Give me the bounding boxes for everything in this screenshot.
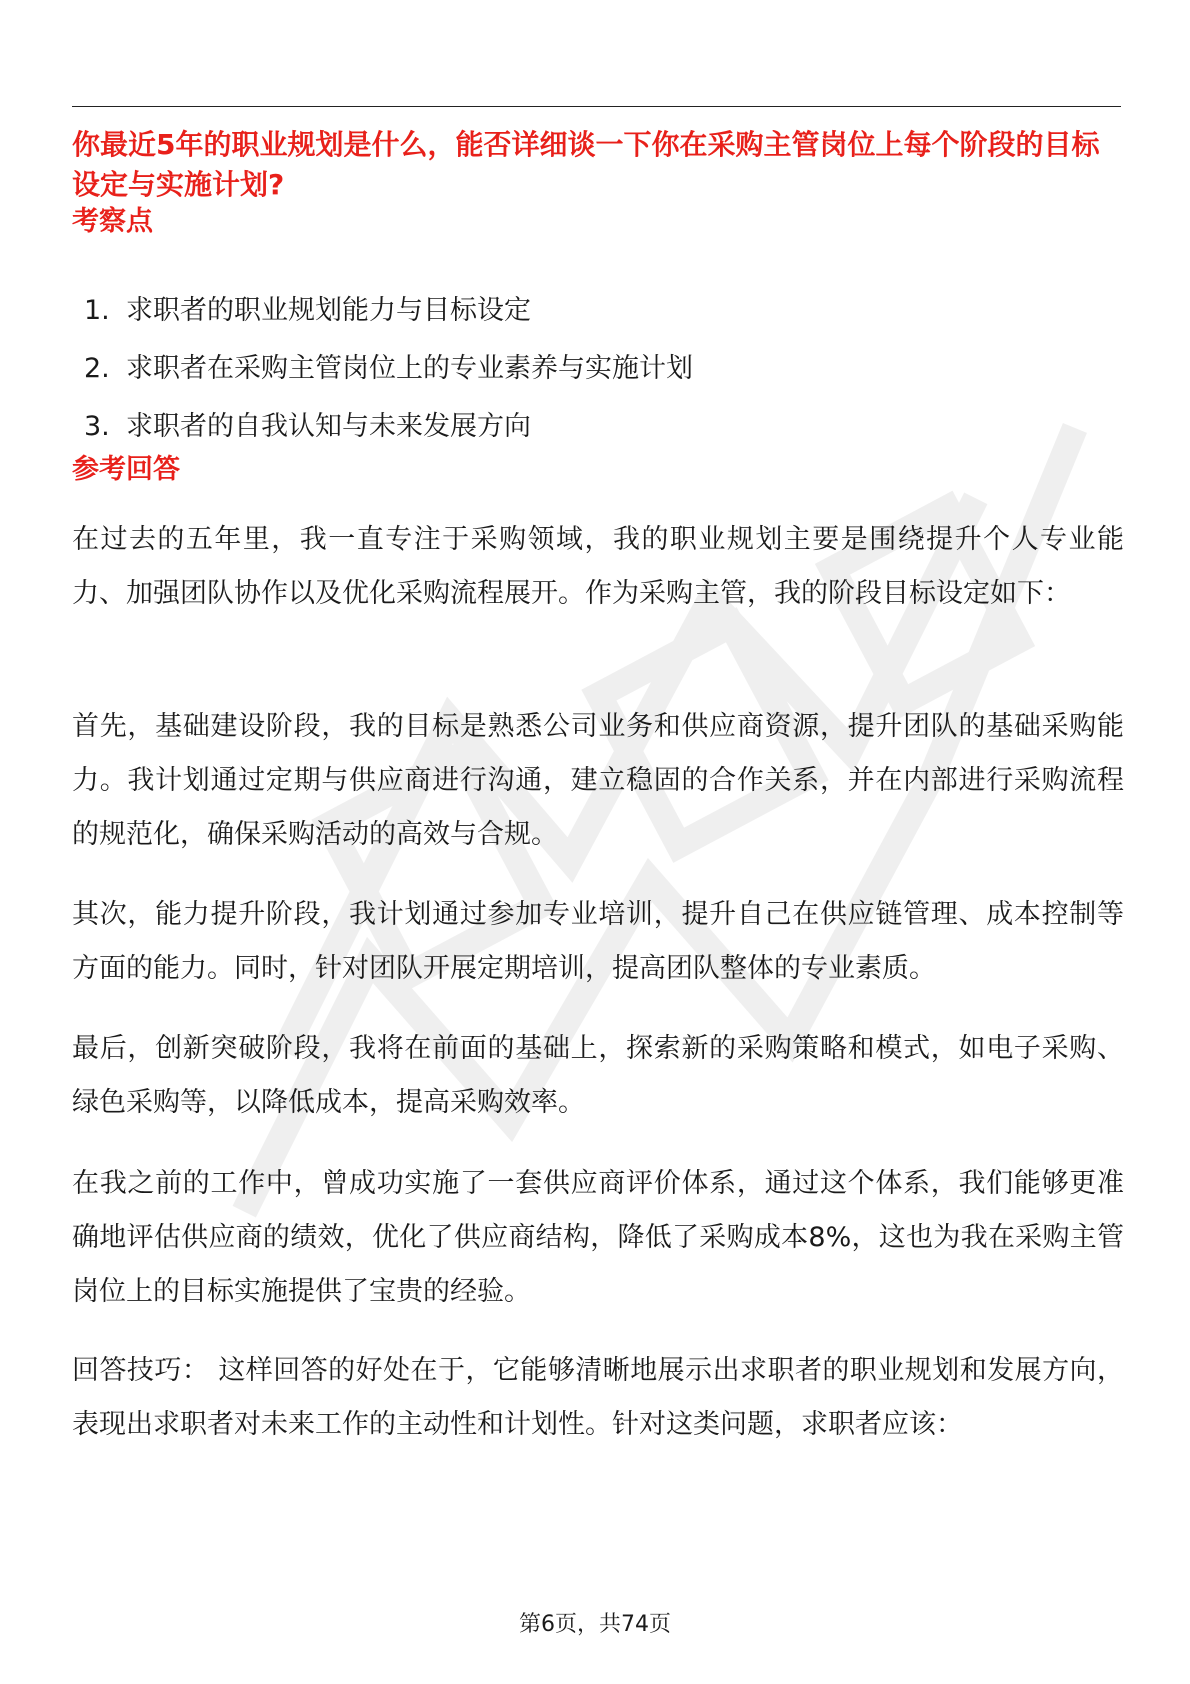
- list-item: [84, 293, 693, 351]
- section-title-answer: 参考回答: [72, 454, 180, 485]
- section-title-points: 考察点: [72, 206, 153, 237]
- answer-paragraph-5: 在我之前的工作中，曾成功实施了一套供应商评价体系，通过这个体系，我们能够更准确地评估供应商的绩效，优化了供应商结构，降低了采购成本8%，这也为我在采购主管岗位上的目标实施提供了宝贵的经验。: [72, 1168, 1124, 1307]
- answer-tips-paragraph: 回答技巧： 这样回答的好处在于，它能够清晰地展示出求职者的职业规划和发展方向，表现出求职者对未来工作的主动性和计划性。针对这类问题，求职者应该：: [72, 1355, 1124, 1440]
- list-item-text: 求职者在采购主管岗位上的专业素养与实施计划: [126, 353, 693, 384]
- list-item: [84, 351, 693, 409]
- list-item-number: 2.: [84, 353, 110, 384]
- list-item-text: 求职者的职业规划能力与目标设定: [126, 295, 531, 326]
- answer-paragraph-2: 首先，基础建设阶段，我的目标是熟悉公司业务和供应商资源，提升团队的基础采购能力。我计划通过定期与供应商进行沟通，建立稳固的合作关系，并在内部进行采购流程的规范化，确保采购活动的高效与合规。: [72, 711, 1124, 850]
- page-footer: 第6页，共74页: [519, 1612, 671, 1637]
- top-divider: [72, 106, 1121, 107]
- answer-paragraph-1: 在过去的五年里，我一直专注于采购领域，我的职业规划主要是围绕提升个人专业能力、加强团队协作以及优化采购流程展开。作为采购主管，我的阶段目标设定如下：: [72, 524, 1124, 609]
- answer-paragraph-4: 最后，创新突破阶段，我将在前面的基础上，探索新的采购策略和模式，如电子采购、绿色采购等，以降低成本，提高采购效率。: [72, 1033, 1124, 1118]
- list-item-number: 3.: [84, 411, 110, 442]
- list-item-number: 1.: [84, 295, 110, 326]
- list-item-text: 求职者的自我认知与未来发展方向: [126, 411, 531, 442]
- answer-paragraph-3: 其次，能力提升阶段，我计划通过参加专业培训，提升自己在供应链管理、成本控制等方面的能力。同时，针对团队开展定期培训，提高团队整体的专业素质。: [72, 899, 1124, 984]
- points-list: [84, 293, 693, 467]
- question-title: 你最近5年的职业规划是什么，能否详细谈一下你在采购主管岗位上每个阶段的目标设定与实施计划?: [72, 128, 1100, 201]
